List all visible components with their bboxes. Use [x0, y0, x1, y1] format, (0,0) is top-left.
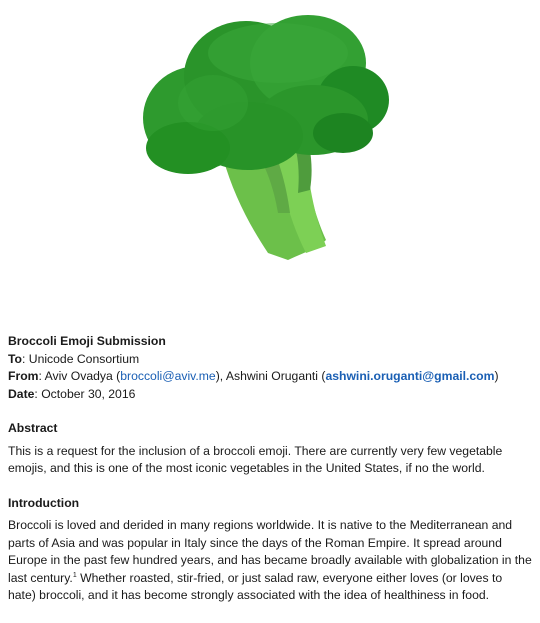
email-link-2[interactable]: ashwini.oruganti@gmail.com — [325, 369, 495, 383]
from-name-1: Aviv Ovadya — [44, 369, 113, 383]
document-body — [8, 333, 532, 605]
broccoli-floret — [143, 15, 389, 174]
abstract-text: This is a request for the inclusion of a broccoli emoji. There are currently very few vegetable emojis, and this is one of the most iconic vegetables in the United States, if no the world. — [8, 443, 503, 475]
from-label: From — [8, 369, 39, 383]
introduction-text-part1: Broccoli is loved and derided in many regions worldwide. It is native to the Mediterranean and parts of Asia and was popular in Italy since the days of the Roman Empire. It spread around Europe in the past few hundred years, and has became broadly available with globalization in the last century. — [8, 518, 532, 585]
introduction-heading: Introduction — [8, 495, 80, 510]
email-link-1[interactable]: broccoli@aviv.me — [120, 369, 216, 383]
introduction-text-part2: Whether roasted, stir-fried, or just salad raw, everyone either loves (or loves to hate) broccoli, and it has become strongly associated with the idea of healthiness in food. — [8, 570, 503, 602]
to-value: Unicode Consortium — [28, 351, 140, 366]
to-line: To: Unicode Consortium — [8, 351, 140, 366]
document-title: Broccoli Emoji Submission — [8, 334, 166, 348]
to-label: To — [8, 351, 22, 366]
introduction-text — [8, 517, 532, 605]
from-line: From: Aviv Ovadya (broccoli@aviv.me), Ashwini Oruganti (ashwini.oruganti@gmail.com) — [8, 369, 499, 383]
date-label: Date — [8, 386, 35, 401]
date-value: October 30, 2016 — [41, 386, 136, 401]
footnote-mark[interactable]: 1 — [72, 571, 77, 579]
date-line: Date: October 30, 2016 — [8, 386, 136, 401]
abstract-heading: Abstract — [8, 421, 58, 435]
from-name-2: Ashwini Oruganti — [225, 369, 318, 383]
broccoli-illustration — [128, 8, 398, 270]
